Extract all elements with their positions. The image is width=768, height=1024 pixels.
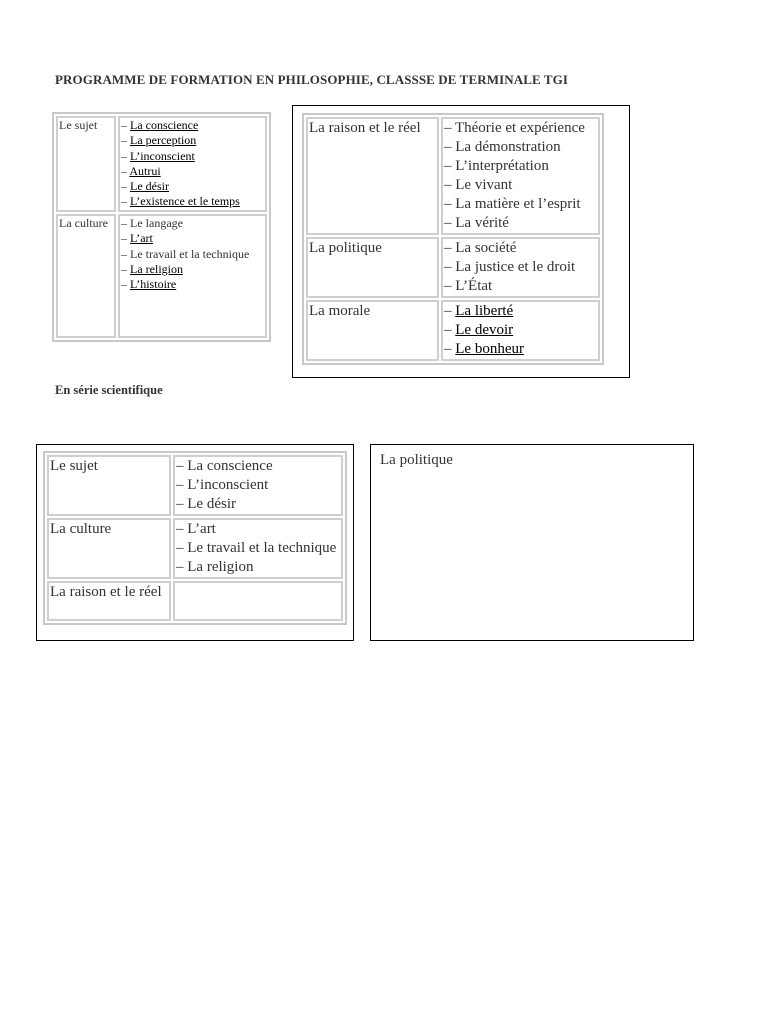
dash: – [121, 163, 130, 178]
dash: – [444, 322, 456, 338]
notion-text: Le travail et la technique [130, 246, 250, 261]
notion-link[interactable]: L’histoire [130, 277, 177, 292]
notion-list [173, 581, 343, 621]
notion-text: La religion [187, 559, 254, 575]
notion-text: La justice et le droit [455, 259, 576, 275]
list-item [176, 520, 340, 539]
dash: – [444, 177, 456, 193]
list-item [444, 119, 597, 138]
dash: – [176, 559, 188, 575]
table-row [306, 117, 600, 235]
list-item [176, 457, 340, 476]
table-row [306, 237, 600, 298]
page-title: PROGRAMME DE FORMATION EN PHILOSOPHIE, CLASSSE DE TERMINALE TGI [55, 72, 569, 87]
dash: – [444, 196, 456, 212]
notion-text: Le travail et la technique [187, 540, 337, 556]
notion-text: Le désir [187, 496, 236, 512]
table-row [47, 455, 343, 516]
dash: – [444, 303, 456, 319]
notion-heading: La raison et le réel [47, 581, 171, 621]
notion-text: Le vivant [455, 177, 513, 193]
notion-list [118, 214, 267, 338]
notion-text: La société [455, 240, 517, 256]
notion-link[interactable]: L’existence et le temps [130, 194, 240, 209]
dash: – [444, 158, 456, 174]
notion-heading: Le sujet [47, 455, 171, 516]
notion-heading: La raison et le réel [306, 117, 439, 235]
program-box-4 [370, 444, 694, 641]
dash: – [121, 194, 130, 209]
table-row [47, 518, 343, 579]
program-box-3 [36, 444, 354, 641]
notion-link[interactable]: Le désir [130, 179, 169, 194]
dash: – [444, 120, 455, 136]
list-item [444, 176, 597, 195]
notion-text: La conscience [187, 458, 273, 474]
notion-list [173, 455, 343, 516]
list-item [444, 138, 597, 157]
dash: – [176, 540, 188, 556]
list-item [121, 277, 264, 292]
list-item [176, 495, 340, 514]
notion-text: L’inconscient [187, 477, 269, 493]
list-item [444, 214, 597, 233]
notion-text: La vérité [455, 215, 509, 231]
list-item [121, 118, 264, 133]
list-item [444, 321, 597, 340]
dash: – [176, 477, 188, 493]
notion-list [173, 518, 343, 579]
list-item [121, 247, 264, 262]
dash: – [444, 240, 456, 256]
table-row [56, 116, 267, 212]
dash: – [121, 118, 130, 132]
notion-list [441, 117, 600, 235]
notion-link[interactable]: La liberté [455, 303, 514, 319]
dash: – [121, 277, 130, 292]
list-item [121, 262, 264, 277]
notion-text: L’art [187, 521, 216, 537]
list-item [444, 195, 597, 214]
dash: – [121, 261, 130, 276]
notion-link[interactable]: La perception [130, 133, 197, 148]
box-label: La politique [380, 452, 453, 468]
list-item [176, 539, 340, 558]
notion-heading: La culture [47, 518, 171, 579]
notion-text: La matière et l’esprit [455, 196, 581, 212]
notion-link[interactable]: L’inconscient [130, 148, 195, 163]
notion-heading: La politique [306, 237, 439, 298]
list-item [121, 133, 264, 148]
notion-list [441, 237, 600, 298]
list-item [444, 239, 597, 258]
list-item [121, 231, 264, 246]
notion-list [118, 116, 267, 212]
dash: – [121, 246, 130, 261]
dash: – [121, 133, 130, 148]
notion-link[interactable]: L’art [130, 231, 153, 246]
list-item [444, 302, 597, 321]
dash: – [121, 231, 130, 246]
list-item [121, 216, 264, 231]
list-item [176, 558, 340, 577]
notion-link[interactable]: Autrui [129, 163, 161, 178]
notion-heading: La culture [56, 214, 116, 338]
table-row [306, 300, 600, 361]
list-item [444, 277, 597, 296]
dash: – [176, 458, 188, 474]
dash: – [121, 148, 130, 163]
dash: – [444, 259, 456, 275]
program-table-1 [52, 112, 271, 342]
dash: – [176, 521, 188, 537]
section-subtitle: En série scientifique [55, 383, 163, 397]
list-item [444, 340, 597, 359]
notion-list [441, 300, 600, 361]
notion-text: L’interprétation [455, 158, 549, 174]
notion-text: Le langage [130, 216, 183, 230]
dash: – [121, 179, 130, 194]
notion-heading: La morale [306, 300, 439, 361]
list-item [121, 194, 264, 209]
notion-text: La démonstration [455, 139, 561, 155]
list-item [121, 164, 264, 179]
list-item [121, 149, 264, 164]
dash: – [444, 278, 456, 294]
notion-text: Théorie et expérience [454, 120, 585, 136]
notion-link[interactable]: Le bonheur [455, 341, 524, 357]
dash: – [176, 496, 188, 512]
list-item [444, 157, 597, 176]
dash: – [444, 139, 456, 155]
notion-link[interactable]: La conscience [130, 118, 199, 132]
program-box-2 [292, 105, 630, 378]
dash: – [444, 215, 456, 231]
notion-link[interactable]: Le devoir [455, 322, 514, 338]
list-item [444, 258, 597, 277]
notion-link[interactable]: La religion [130, 261, 183, 276]
table-row [47, 581, 343, 621]
list-item [176, 476, 340, 495]
dash: – [444, 341, 456, 357]
dash: – [121, 216, 130, 230]
notion-text: L’État [455, 278, 493, 294]
table-row [56, 214, 267, 338]
notion-heading: Le sujet [56, 116, 116, 212]
list-item [121, 179, 264, 194]
